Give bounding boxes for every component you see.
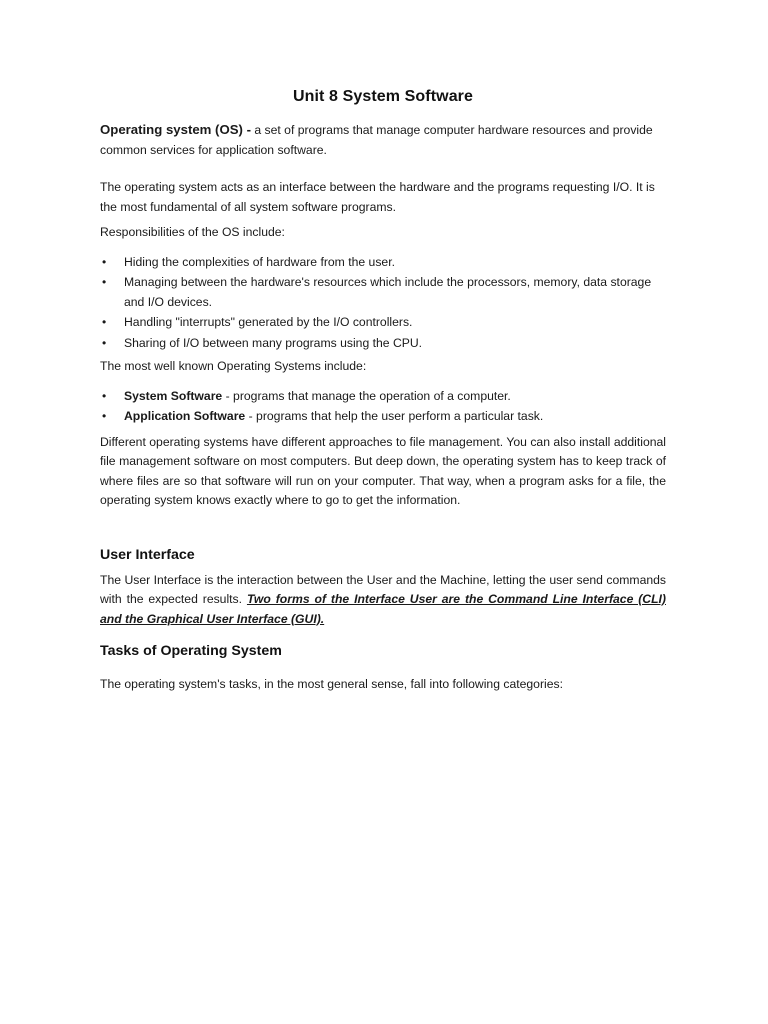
user-interface-heading: User Interface	[100, 546, 195, 563]
list-item	[100, 387, 666, 407]
responsibilities-list	[100, 253, 666, 354]
os-definition	[100, 120, 666, 160]
list-item	[100, 253, 666, 273]
list-item-term: Application Software	[124, 409, 246, 423]
user-interface-emphasis: Two forms of the Interface User are the Command Line Interface (CLI) and the Graphical User Interface (GUI).	[100, 592, 666, 626]
bullet-icon: •	[102, 409, 107, 423]
list-item	[100, 313, 666, 333]
list-item-term: System Software	[124, 388, 223, 403]
document-page	[100, 88, 666, 695]
list-item	[100, 273, 666, 312]
os-definition-text: a set of programs that manage computer hardware resources and provide common services for application software.	[100, 123, 653, 157]
list-item-text: - programs that manage the operation of a computer.	[222, 388, 511, 403]
bullet-icon: •	[102, 335, 107, 350]
tasks-paragraph: The operating system's tasks, in the most general sense, fall into following categories:	[100, 677, 563, 691]
user-interface-text: The User Interface is the interaction between the User and the Machine, letting the user send commands with the expected results.	[100, 572, 666, 606]
list-item-text: Hiding the complexities of hardware from the user.	[124, 254, 395, 269]
responsibilities-intro: Responsibilities of the OS include:	[100, 225, 285, 239]
tasks-heading: Tasks of Operating System	[100, 643, 282, 659]
os-definition-term: Operating system (OS) -	[100, 122, 251, 137]
bullet-icon: •	[102, 254, 107, 269]
file-management-paragraph: Different operating systems have different approaches to file management. You can also install additional file management software on most computers. But deep down, the operating system has to keep track of where files are so that software will run on your computer. That way, when a program asks for a file, the operating system knows exactly where to go to get the information.	[100, 434, 666, 507]
bullet-icon: •	[102, 388, 107, 403]
interface-paragraph: The operating system acts as an interface between the hardware and the programs requesting I/O. It is the most fundamental of all system software programs.	[100, 180, 655, 214]
list-item-text: Handling "interrupts" generated by the I/O controllers.	[124, 315, 413, 329]
bullet-icon: •	[102, 275, 107, 289]
list-item	[100, 407, 666, 427]
page-title: Unit 8 System Software	[292, 88, 474, 105]
known-os-list	[100, 387, 666, 427]
list-item	[100, 334, 666, 354]
list-item-text: - programs that help the user perform a particular task.	[245, 409, 544, 423]
user-interface-paragraph	[100, 571, 666, 630]
known-os-intro: The most well known Operating Systems include:	[100, 359, 367, 373]
list-item-text: Sharing of I/O between many programs using the CPU.	[124, 335, 423, 350]
bullet-icon: •	[102, 315, 107, 329]
list-item-text: Managing between the hardware's resources which include the processors, memory, data storage and I/O devices.	[124, 275, 652, 309]
